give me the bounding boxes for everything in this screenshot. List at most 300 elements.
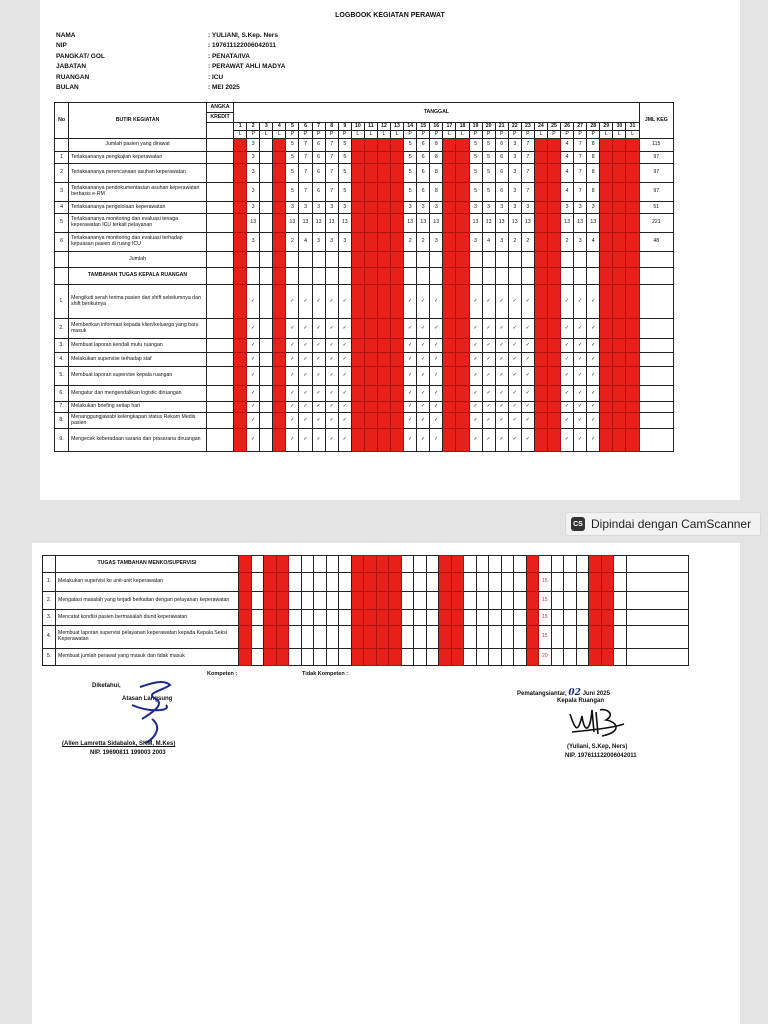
checkmark-icon: ✓	[286, 367, 299, 386]
offday-cell	[600, 353, 613, 367]
activity-number	[55, 139, 69, 152]
offday-cell	[456, 139, 469, 152]
total-cell	[639, 285, 673, 319]
activity-number: 1	[55, 152, 69, 164]
offday-cell	[391, 402, 404, 413]
day-cell	[514, 610, 527, 626]
daily-value: 7	[325, 164, 338, 183]
offday-cell	[376, 610, 389, 626]
section-title-kepala-ruangan: TAMBAHAN TUGAS KEPALA RUANGAN	[69, 268, 207, 285]
offday-cell	[547, 386, 560, 402]
checkmark-icon: ✓	[574, 339, 587, 353]
day-cell	[417, 268, 430, 285]
offday-cell	[600, 367, 613, 386]
checkmark-icon: ✓	[587, 339, 600, 353]
day-cell	[426, 573, 439, 592]
day-cell	[414, 626, 427, 649]
offday-cell	[276, 610, 289, 626]
day-cell	[482, 252, 495, 268]
identity-label: PANGKAT/ GOL	[56, 52, 105, 60]
checkmark-icon: ✓	[417, 319, 430, 339]
offday-cell	[443, 214, 456, 233]
checkmark-icon: ✓	[430, 353, 443, 367]
checkmark-icon: ✓	[247, 429, 260, 452]
daily-value: 4	[561, 139, 574, 152]
offday-cell	[547, 413, 560, 429]
activity-label: Terlaksananya perencanaan asuhan keperawatan	[69, 164, 207, 183]
offday-cell	[443, 413, 456, 429]
offday-cell	[589, 649, 602, 666]
checkmark-icon: ✓	[430, 319, 443, 339]
offday-cell	[443, 339, 456, 353]
daily-value: 3	[495, 202, 508, 214]
offday-cell	[456, 268, 469, 285]
checkmark-icon: ✓	[404, 353, 417, 367]
checkmark-icon: ✓	[338, 353, 351, 367]
offday-cell	[626, 202, 639, 214]
day-cell	[260, 339, 273, 353]
daily-value: 13	[561, 214, 574, 233]
day-cell	[489, 626, 502, 649]
identity-label: RUANGAN	[56, 73, 90, 81]
day-cell	[260, 413, 273, 429]
col-butir-header: BUTIR KEGIATAN	[69, 103, 207, 139]
daily-value: 5	[338, 139, 351, 152]
day-cell	[501, 626, 514, 649]
task-label: Mengatur dan mengendalikan logistic diruangan	[69, 386, 207, 402]
offday-cell	[391, 285, 404, 319]
day-cell	[401, 556, 414, 573]
task-label: Mengatasi masalah yang terjadi berkaitan dengan pelayanan keperawatan	[56, 592, 239, 610]
offday-cell	[377, 402, 390, 413]
offday-cell	[273, 233, 286, 252]
offday-cell	[600, 214, 613, 233]
day-cell	[260, 402, 273, 413]
offday-cell	[351, 139, 364, 152]
logbook-page-2	[32, 543, 740, 1024]
day-cell	[326, 573, 339, 592]
offday-cell	[601, 610, 614, 626]
daily-value: 13	[286, 214, 299, 233]
checkmark-icon: ✓	[469, 413, 482, 429]
shift-code: L	[234, 131, 247, 139]
activity-number	[55, 252, 69, 268]
checkmark-icon: ✓	[482, 402, 495, 413]
col-angka-header: ANGKA	[206, 103, 233, 113]
offday-cell	[364, 429, 377, 452]
shift-code: L	[391, 131, 404, 139]
offday-cell	[364, 402, 377, 413]
offday-cell	[626, 413, 639, 429]
shift-code: L	[273, 131, 286, 139]
day-cell	[338, 252, 351, 268]
offday-cell	[273, 386, 286, 402]
day-number-28: 28	[587, 123, 600, 131]
day-number-3: 3	[260, 123, 273, 131]
day-cell	[301, 592, 314, 610]
day-cell	[476, 610, 489, 626]
task-label: Membuat laporan supervise kepala ruangan	[69, 367, 207, 386]
daily-value: 3	[247, 152, 260, 164]
checkmark-icon: ✓	[247, 367, 260, 386]
checkmark-icon: ✓	[286, 402, 299, 413]
daily-value: 13	[404, 214, 417, 233]
day-cell	[464, 573, 477, 592]
day-cell	[299, 252, 312, 268]
offday-cell	[626, 319, 639, 339]
daily-value: 6	[312, 164, 325, 183]
offday-cell	[389, 556, 402, 573]
daily-value: 7	[299, 139, 312, 152]
offday-cell	[526, 556, 539, 573]
offday-cell	[456, 353, 469, 367]
day-number-31: 31	[626, 123, 639, 131]
activity-number: 2	[55, 164, 69, 183]
day-cell	[289, 649, 302, 666]
checkmark-icon: ✓	[312, 402, 325, 413]
checkmark-icon: ✓	[521, 319, 534, 339]
offday-cell	[547, 339, 560, 353]
checkmark-icon: ✓	[482, 413, 495, 429]
daily-value: 7	[574, 164, 587, 183]
day-cell	[614, 592, 627, 610]
checkmark-icon: ✓	[325, 285, 338, 319]
total-cell	[626, 610, 688, 626]
supervisor-title: Atasan Langsung	[122, 696, 173, 702]
day-cell	[576, 626, 589, 649]
day-cell	[508, 268, 521, 285]
checkmark-icon: ✓	[404, 285, 417, 319]
day-cell	[426, 610, 439, 626]
day-cell	[314, 610, 327, 626]
offday-cell	[534, 367, 547, 386]
offday-cell	[351, 649, 364, 666]
offday-cell	[391, 268, 404, 285]
offday-cell	[600, 429, 613, 452]
checkmark-icon: ✓	[312, 367, 325, 386]
offday-cell	[364, 202, 377, 214]
day-cell	[489, 649, 502, 666]
offday-cell	[439, 610, 452, 626]
checkmark-icon: ✓	[561, 367, 574, 386]
checkmark-icon: ✓	[521, 413, 534, 429]
offday-cell	[234, 413, 247, 429]
logbook-page-1	[40, 0, 740, 500]
day-cell	[301, 556, 314, 573]
offday-cell	[547, 402, 560, 413]
offday-cell	[547, 233, 560, 252]
offday-cell	[456, 285, 469, 319]
offday-cell	[389, 573, 402, 592]
activity-total: 97	[639, 164, 673, 183]
angka-kredit-cell	[206, 413, 233, 429]
checkmark-icon: ✓	[404, 339, 417, 353]
day-cell	[286, 268, 299, 285]
kepala-task-row	[55, 402, 674, 413]
activity-number: 6	[55, 233, 69, 252]
angka-kredit-cell	[206, 285, 233, 319]
offday-cell	[377, 285, 390, 319]
day-number-12: 12	[377, 123, 390, 131]
checkmark-icon: ✓	[521, 429, 534, 452]
daily-value: 5	[482, 164, 495, 183]
offday-cell	[534, 285, 547, 319]
angka-kredit-cell	[206, 367, 233, 386]
task-label: Membuat laporan kendali mutu ruangan	[69, 339, 207, 353]
angka-kredit-cell	[206, 183, 233, 202]
day-cell	[260, 139, 273, 152]
angka-kredit-cell	[206, 386, 233, 402]
day-cell	[614, 573, 627, 592]
offday-cell	[391, 152, 404, 164]
offday-cell	[626, 139, 639, 152]
daily-value: 2	[286, 233, 299, 252]
kepala-task-row	[55, 319, 674, 339]
checkmark-icon: ✓	[325, 429, 338, 452]
daily-value: 13	[482, 214, 495, 233]
offday-cell	[234, 214, 247, 233]
offday-cell	[377, 252, 390, 268]
offday-cell	[600, 319, 613, 339]
daily-value: 3	[247, 233, 260, 252]
daily-value: 6	[495, 164, 508, 183]
task-number: 2.	[43, 592, 56, 610]
identity-row	[56, 30, 285, 41]
identity-label: NAMA	[56, 31, 76, 39]
day-cell	[260, 285, 273, 319]
offday-cell	[547, 252, 560, 268]
daily-value: 7	[325, 183, 338, 202]
offday-cell	[351, 573, 364, 592]
offday-cell	[273, 152, 286, 164]
offday-cell	[276, 556, 289, 573]
daily-value: 5	[286, 139, 299, 152]
checkmark-icon: ✓	[325, 339, 338, 353]
offday-cell	[443, 252, 456, 268]
daily-value: 2	[508, 233, 521, 252]
checkmark-icon: ✓	[417, 429, 430, 452]
offday-cell	[451, 573, 464, 592]
offday-cell	[239, 592, 252, 610]
checkmark-icon: ✓	[495, 402, 508, 413]
day-cell	[564, 626, 577, 649]
offday-cell	[273, 252, 286, 268]
activity-row	[55, 183, 674, 202]
offday-cell	[377, 214, 390, 233]
day-cell	[551, 649, 564, 666]
offday-cell	[613, 202, 626, 214]
offday-cell	[377, 367, 390, 386]
daily-value: 3	[508, 164, 521, 183]
offday-cell	[443, 353, 456, 367]
checkmark-icon: ✓	[286, 429, 299, 452]
checkmark-icon: ✓	[495, 353, 508, 367]
offday-cell	[613, 252, 626, 268]
date-month: Juni 2025	[582, 691, 610, 697]
offday-cell	[526, 610, 539, 626]
offday-cell	[273, 429, 286, 452]
task-label: Mengikuti serah terima pasien dari shift sebelumnya dan shift berikutnya	[69, 285, 207, 319]
daily-value: 4	[299, 233, 312, 252]
offday-cell	[364, 610, 377, 626]
checkmark-icon: ✓	[247, 353, 260, 367]
day-number-18: 18	[456, 123, 469, 131]
offday-cell	[239, 610, 252, 626]
day-number-23: 23	[521, 123, 534, 131]
offday-cell	[377, 386, 390, 402]
checkmark-icon: ✓	[561, 319, 574, 339]
angka-kredit-cell	[206, 268, 233, 285]
checkmark-icon: ✓	[286, 353, 299, 367]
day-cell	[469, 252, 482, 268]
daily-value: 5	[482, 139, 495, 152]
shift-code: L	[534, 131, 547, 139]
supervision-value: 15	[539, 573, 552, 592]
offday-cell	[273, 268, 286, 285]
checkmark-icon: ✓	[561, 413, 574, 429]
offday-cell	[264, 626, 277, 649]
day-cell	[476, 626, 489, 649]
offday-cell	[613, 183, 626, 202]
daily-value: 3	[482, 202, 495, 214]
day-cell	[514, 649, 527, 666]
checkmark-icon: ✓	[482, 339, 495, 353]
offday-cell	[613, 429, 626, 452]
shift-code: P	[325, 131, 338, 139]
shift-code: L	[626, 131, 639, 139]
day-number-15: 15	[417, 123, 430, 131]
offday-cell	[456, 202, 469, 214]
section-title-supervisi: TUGAS TAMBAHAN MENKO/SUPERVISI	[56, 556, 239, 573]
checkmark-icon: ✓	[574, 386, 587, 402]
daily-value: 3	[508, 183, 521, 202]
day-cell	[501, 610, 514, 626]
offday-cell	[364, 214, 377, 233]
day-cell	[314, 592, 327, 610]
offday-cell	[547, 183, 560, 202]
daily-value: 8	[587, 152, 600, 164]
day-cell	[521, 252, 534, 268]
offday-cell	[264, 649, 277, 666]
checkmark-icon: ✓	[495, 386, 508, 402]
day-cell	[338, 268, 351, 285]
offday-cell	[376, 649, 389, 666]
offday-cell	[234, 429, 247, 452]
checkmark-icon: ✓	[587, 429, 600, 452]
offday-cell	[389, 649, 402, 666]
shift-code: P	[430, 131, 443, 139]
task-number: 1.	[55, 285, 69, 319]
offday-cell	[613, 386, 626, 402]
daily-value: 6	[495, 139, 508, 152]
offday-cell	[351, 285, 364, 319]
checkmark-icon: ✓	[404, 367, 417, 386]
checkmark-icon: ✓	[574, 413, 587, 429]
offday-cell	[613, 339, 626, 353]
daily-value: 6	[312, 139, 325, 152]
day-cell	[489, 610, 502, 626]
day-cell	[326, 556, 339, 573]
activity-number: 4	[55, 202, 69, 214]
checkmark-icon: ✓	[338, 413, 351, 429]
day-cell	[514, 556, 527, 573]
day-number-19: 19	[469, 123, 482, 131]
offday-cell	[451, 592, 464, 610]
supervisor-name: (Allen Lamretta Sidabalok, SKM, M.Kes)	[62, 741, 176, 747]
day-cell	[326, 649, 339, 666]
day-cell	[489, 573, 502, 592]
identity-value: : MEI 2025	[208, 84, 240, 92]
identity-value: : 197611122006042011	[208, 42, 276, 50]
offday-cell	[589, 610, 602, 626]
daily-value: 5	[404, 183, 417, 202]
kepala-task-row	[55, 386, 674, 402]
day-cell	[289, 592, 302, 610]
checkmark-icon: ✓	[469, 402, 482, 413]
daily-value: 4	[561, 152, 574, 164]
angka-kredit-cell	[206, 339, 233, 353]
checkmark-icon: ✓	[312, 285, 325, 319]
col-tanggal-header: TANGGAL	[234, 103, 640, 123]
task-label: Mencatat kondisi pasien bermasalah diunit keperawatan	[56, 610, 239, 626]
kepala-task-row	[55, 413, 674, 429]
activity-label: Terlaksananya pengkajian keperawatan	[69, 152, 207, 164]
offday-cell	[626, 183, 639, 202]
head-nurse-title: Kepala Ruangan	[557, 698, 605, 704]
offday-cell	[443, 319, 456, 339]
daily-value: 3	[247, 139, 260, 152]
offday-cell	[377, 202, 390, 214]
checkmark-icon: ✓	[338, 285, 351, 319]
kepala-task-row	[55, 285, 674, 319]
day-cell	[401, 610, 414, 626]
checkmark-icon: ✓	[404, 386, 417, 402]
offday-cell	[234, 319, 247, 339]
day-cell	[574, 268, 587, 285]
checkmark-icon: ✓	[430, 413, 443, 429]
kredit-blank	[206, 123, 233, 139]
activity-table	[54, 102, 674, 452]
shift-code: P	[286, 131, 299, 139]
offday-cell	[377, 233, 390, 252]
offday-cell	[273, 202, 286, 214]
offday-cell	[443, 268, 456, 285]
offday-cell	[613, 402, 626, 413]
checkmark-icon: ✓	[495, 367, 508, 386]
offday-cell	[534, 183, 547, 202]
day-cell	[299, 268, 312, 285]
daily-value: 8	[430, 164, 443, 183]
offday-cell	[600, 252, 613, 268]
daily-value: 5	[482, 183, 495, 202]
offday-cell	[351, 353, 364, 367]
daily-value: 13	[508, 214, 521, 233]
supervision-task-row	[43, 610, 689, 626]
total-cell	[639, 268, 673, 285]
col-jml-header: JML KEG	[639, 103, 673, 139]
offday-cell	[443, 386, 456, 402]
day-cell	[489, 592, 502, 610]
day-number-2: 2	[247, 123, 260, 131]
checkmark-icon: ✓	[521, 353, 534, 367]
offday-cell	[351, 233, 364, 252]
total-cell	[626, 556, 688, 573]
checkmark-icon: ✓	[495, 285, 508, 319]
day-number-21: 21	[495, 123, 508, 131]
daily-value: 3	[312, 233, 325, 252]
checkmark-icon: ✓	[574, 367, 587, 386]
day-cell	[260, 152, 273, 164]
